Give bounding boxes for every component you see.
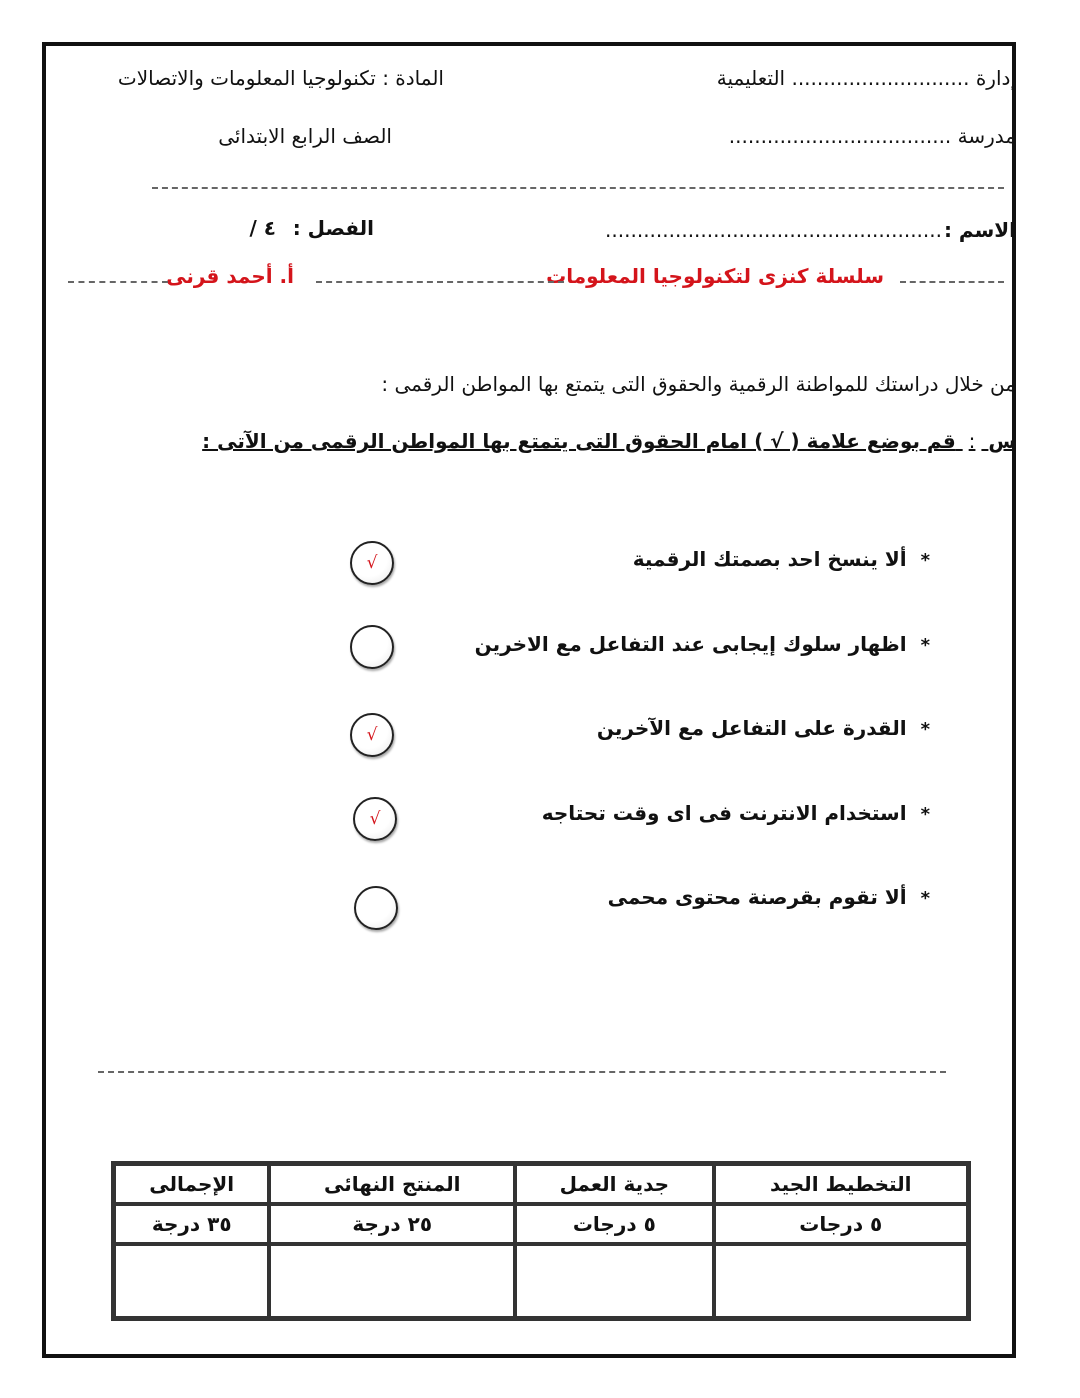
- answer-circle[interactable]: [350, 541, 394, 585]
- series-dashes-middle: [316, 281, 564, 283]
- checkmark-icon: √: [366, 552, 378, 573]
- table-value-cell: ٥ درجات: [515, 1204, 713, 1244]
- table-score-cell[interactable]: [515, 1244, 713, 1318]
- answer-circle[interactable]: [350, 625, 394, 669]
- list-item: [475, 632, 930, 656]
- separator-dashes-top: [152, 187, 1004, 189]
- table-value-cell: ٢٥ درجة: [269, 1204, 515, 1244]
- author-name: أ. أحمد قرنى: [166, 264, 294, 288]
- table-header-cell: التخطيط الجيد: [714, 1164, 968, 1204]
- question-prefix: س: [988, 429, 1016, 453]
- name-field[interactable]: .....................................................: [605, 218, 942, 242]
- separator-dashes-bottom: [98, 1071, 946, 1073]
- table-score-cell[interactable]: [114, 1244, 269, 1318]
- item-text: ألا تقوم بقرصنة محتوى محمى: [607, 885, 907, 909]
- table-header-cell: المنتج النهائى: [269, 1164, 515, 1204]
- table-value-cell: ٣٥ درجة: [114, 1204, 269, 1244]
- item-text: استخدام الانترنت فى اى وقت تحتاجه: [541, 801, 907, 825]
- grade-line: الصف الرابع الابتدائى: [218, 124, 392, 148]
- table-score-cell[interactable]: [269, 1244, 515, 1318]
- list-item: [608, 885, 930, 909]
- administration-line: إدارة ............................ التعليمية: [716, 66, 1016, 90]
- name-label: الاسم :: [943, 218, 1016, 242]
- bullet-icon: *: [920, 550, 930, 571]
- checkmark-icon: √: [369, 808, 381, 829]
- series-dashes-right: [900, 281, 1004, 283]
- list-item: [597, 716, 930, 740]
- answer-circle[interactable]: [353, 797, 397, 841]
- checkmark-icon: √: [366, 724, 378, 745]
- question-separator: :: [968, 429, 976, 453]
- bullet-icon: *: [920, 635, 930, 656]
- bullet-icon: *: [920, 804, 930, 825]
- question-text: قم بوضع علامة ( √ ) امام الحقوق التى يتمتع بها المواطن الرقمى من الآتى :: [202, 429, 956, 453]
- class-label: الفصل :: [292, 216, 374, 240]
- answer-circle[interactable]: [350, 713, 394, 757]
- series-name: سلسلة كنزى لتكنولوجيا المعلومات: [546, 264, 884, 288]
- item-text: القدرة على التفاعل مع الآخرين: [596, 716, 907, 740]
- class-value: ٤ /: [249, 216, 276, 240]
- item-text: اظهار سلوك إيجابى عند التفاعل مع الاخرين: [474, 632, 907, 656]
- list-item: [542, 801, 930, 825]
- bullet-icon: *: [920, 888, 930, 909]
- item-text: ألا ينسخ احد بصمتك الرقمية: [632, 547, 907, 571]
- answer-circle[interactable]: [354, 886, 398, 930]
- subject-line: المادة : تكنولوجيا المعلومات والاتصالات: [117, 66, 444, 90]
- table-header-cell: الإجمالى: [114, 1164, 269, 1204]
- grades-table: [111, 1161, 971, 1321]
- table-header-cell: جدية العمل: [515, 1164, 713, 1204]
- question-intro: من خلال دراستك للمواطنة الرقمية والحقوق التى يتمتع بها المواطن الرقمى :: [381, 372, 1016, 396]
- school-line: مدرسة ...................................: [728, 124, 1016, 148]
- table-value-cell: ٥ درجات: [714, 1204, 968, 1244]
- list-item: [633, 547, 930, 571]
- series-dashes-left: [68, 281, 168, 283]
- question-line: [202, 429, 1016, 453]
- bullet-icon: *: [920, 719, 930, 740]
- table-score-cell[interactable]: [714, 1244, 968, 1318]
